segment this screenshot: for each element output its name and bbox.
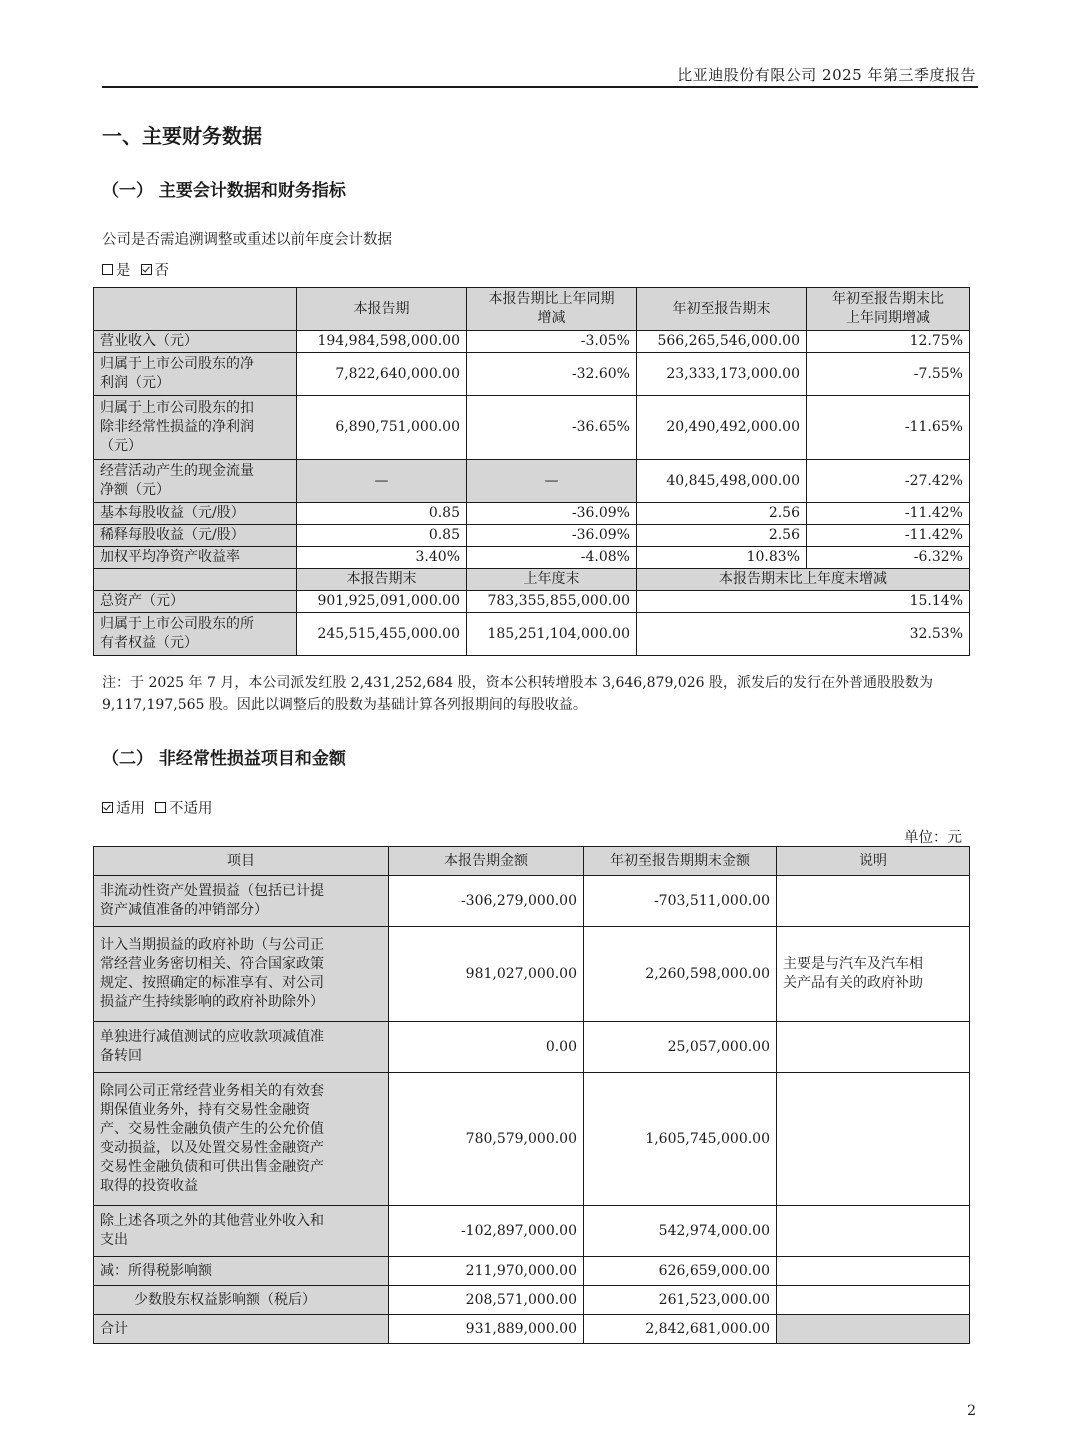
- applicability-options: [102, 797, 223, 818]
- table-cell: 783,355,855,000.00: [467, 591, 637, 613]
- table-cell: 208,571,000.00: [389, 1286, 584, 1315]
- table-cell: 6,890,751,000.00: [297, 396, 467, 460]
- share-adjustment-note: 注：于 2025 年 7 月，本公司派发红股 2,431,252,684 股，资本公积转增股本 3,646,879,026 股，派发后的发行在外普通股股数为 9,117,197,565 股。因此以调整后的股数为基础计算各列报期间的每股收益。: [102, 675, 933, 713]
- section-title: 一、主要财务数据: [102, 124, 262, 148]
- table-cell: -11.42%: [807, 503, 970, 525]
- table-cell: 194,984,598,000.00: [297, 331, 467, 353]
- checkbox-unchecked-icon: [102, 264, 113, 275]
- row-label: 计入当期损益的政府补助（与公司正 常经营业务密切相关、符合国家政策 规定、按照确定的标准享有、对公司 损益产生持续影响的政府补助除外）: [94, 927, 389, 1022]
- checkbox-unchecked-icon: [155, 802, 166, 813]
- table-cell: 0.85: [297, 525, 467, 547]
- row-label: 总资产（元）: [94, 591, 297, 613]
- column-header: 本报告期末: [297, 569, 467, 591]
- column-header: 项目: [94, 847, 389, 876]
- table-cell: 3.40%: [297, 547, 467, 569]
- table-cell: -36.09%: [467, 525, 637, 547]
- table-cell: 23,333,173,000.00: [637, 353, 807, 396]
- unit-label: 单位：元: [904, 830, 962, 846]
- table-cell: [777, 1257, 970, 1286]
- table-row: [94, 1315, 970, 1344]
- table-cell: 0.00: [389, 1022, 584, 1073]
- option-no[interactable]: 否: [141, 259, 170, 280]
- row-label: 营业收入（元）: [94, 331, 297, 353]
- subsection-title-1: （一） 主要会计数据和财务指标: [102, 181, 346, 201]
- row-label: 合计: [94, 1315, 389, 1344]
- table-cell: 2,260,598,000.00: [584, 927, 777, 1022]
- row-label: 减：所得税影响额: [94, 1257, 389, 1286]
- table-row: [94, 503, 970, 525]
- table-cell: -32.60%: [467, 353, 637, 396]
- option-not-applicable[interactable]: 不适用: [155, 797, 213, 818]
- table-cell: 2.56: [637, 503, 807, 525]
- non-recurring-items-table: [93, 846, 970, 1344]
- header-divider: [102, 86, 978, 88]
- column-header: [94, 288, 297, 331]
- checkbox-checked-icon: [102, 802, 113, 813]
- table-cell: -102,897,000.00: [389, 1206, 584, 1257]
- row-label: 少数股东权益影响额（税后）: [94, 1286, 389, 1315]
- table-cell: 32.53%: [637, 613, 970, 656]
- table-cell: —: [467, 460, 637, 503]
- table-cell: [777, 1022, 970, 1073]
- row-label: 归属于上市公司股东的所 有者权益（元）: [94, 613, 297, 656]
- option-yes[interactable]: 是: [102, 259, 131, 280]
- table-cell: -4.08%: [467, 547, 637, 569]
- table-cell: 20,490,492,000.00: [637, 396, 807, 460]
- column-header: 年初至报告期期末金额: [584, 847, 777, 876]
- table-cell: [777, 876, 970, 927]
- table-cell: [94, 569, 297, 591]
- row-label: 稀释每股收益（元/股）: [94, 525, 297, 547]
- column-header: 本报告期末比上年度末增减: [637, 569, 970, 591]
- restatement-options: [102, 259, 179, 280]
- report-header: 比亚迪股份有限公司 2025 年第三季度报告: [677, 66, 976, 84]
- table-cell: 40,845,498,000.00: [637, 460, 807, 503]
- table-cell: 0.85: [297, 503, 467, 525]
- row-label: 基本每股收益（元/股）: [94, 503, 297, 525]
- table-cell: 780,579,000.00: [389, 1073, 584, 1206]
- table-cell: 245,515,455,000.00: [297, 613, 467, 656]
- table-cell: 12.75%: [807, 331, 970, 353]
- table-row: [94, 1257, 970, 1286]
- restatement-question: 公司是否需追溯调整或重述以前年度会计数据: [102, 232, 392, 248]
- table-cell: 10.83%: [637, 547, 807, 569]
- table-cell: 7,822,640,000.00: [297, 353, 467, 396]
- table-cell: -306,279,000.00: [389, 876, 584, 927]
- column-header: 说明: [777, 847, 970, 876]
- table-cell: 主要是与汽车及汽车相 关产品有关的政府补助: [777, 927, 970, 1022]
- table-cell: -703,511,000.00: [584, 876, 777, 927]
- table-header-row: [94, 847, 970, 876]
- column-header: 本报告期比上年同期 增减: [467, 288, 637, 331]
- table-row: [94, 1022, 970, 1073]
- row-label: 非流动性资产处置损益（包括已计提 资产减值准备的冲销部分）: [94, 876, 389, 927]
- table-cell: [777, 1206, 970, 1257]
- table-cell: —: [297, 460, 467, 503]
- table-row: [94, 547, 970, 569]
- table-row: [94, 353, 970, 396]
- subsection-title-2: （二） 非经常性损益项目和金额: [102, 749, 346, 769]
- table-cell: 2,842,681,000.00: [584, 1315, 777, 1344]
- row-label: 归属于上市公司股东的扣 除非经常性损益的净利润 （元）: [94, 396, 297, 460]
- table-cell: -36.09%: [467, 503, 637, 525]
- table-header-row: [94, 288, 970, 331]
- table-header-row: [94, 569, 970, 591]
- row-label: 归属于上市公司股东的净 利润（元）: [94, 353, 297, 396]
- row-label: 除同公司正常经营业务相关的有效套 期保值业务外，持有交易性金融资 产、交易性金融负债产生的公允价值 变动损益，以及处置交易性金融资产 交易性金融负债和可供出售金融资产 取得的投资收益: [94, 1073, 389, 1206]
- table-row: [94, 1206, 970, 1257]
- page-number: 2: [967, 1403, 976, 1419]
- table-cell: 981,027,000.00: [389, 927, 584, 1022]
- table-cell: -6.32%: [807, 547, 970, 569]
- table-cell: -11.65%: [807, 396, 970, 460]
- table-cell: 542,974,000.00: [584, 1206, 777, 1257]
- column-header: 本报告期金额: [389, 847, 584, 876]
- row-label: 加权平均净资产收益率: [94, 547, 297, 569]
- table-cell: 25,057,000.00: [584, 1022, 777, 1073]
- table-row: [94, 1073, 970, 1206]
- table-row: [94, 613, 970, 656]
- financial-indicators-table: [93, 287, 970, 656]
- column-header: 上年度末: [467, 569, 637, 591]
- table-cell: 931,889,000.00: [389, 1315, 584, 1344]
- table-row: [94, 876, 970, 927]
- table-cell: [777, 1073, 970, 1206]
- option-applicable[interactable]: 适用: [102, 797, 145, 818]
- table-row: [94, 1286, 970, 1315]
- table-cell: 185,251,104,000.00: [467, 613, 637, 656]
- table-cell: -11.42%: [807, 525, 970, 547]
- table-cell: 1,605,745,000.00: [584, 1073, 777, 1206]
- column-header: 本报告期: [297, 288, 467, 331]
- table-cell: 211,970,000.00: [389, 1257, 584, 1286]
- column-header: 年初至报告期末比 上年同期增减: [807, 288, 970, 331]
- table-row: [94, 927, 970, 1022]
- table-row: [94, 591, 970, 613]
- row-label: 除上述各项之外的其他营业外收入和 支出: [94, 1206, 389, 1257]
- table-row: [94, 525, 970, 547]
- row-label: 经营活动产生的现金流量 净额（元）: [94, 460, 297, 503]
- table-cell: [777, 1315, 970, 1344]
- table-row: [94, 460, 970, 503]
- table-cell: -3.05%: [467, 331, 637, 353]
- table-cell: 566,265,546,000.00: [637, 331, 807, 353]
- checkbox-checked-icon: [141, 264, 152, 275]
- table-cell: 15.14%: [637, 591, 970, 613]
- table-cell: -36.65%: [467, 396, 637, 460]
- table-cell: -27.42%: [807, 460, 970, 503]
- table-cell: 2.56: [637, 525, 807, 547]
- table-cell: [777, 1286, 970, 1315]
- table-cell: -7.55%: [807, 353, 970, 396]
- table-cell: 901,925,091,000.00: [297, 591, 467, 613]
- table-cell: 626,659,000.00: [584, 1257, 777, 1286]
- table-cell: 261,523,000.00: [584, 1286, 777, 1315]
- table-row: [94, 331, 970, 353]
- table-row: [94, 396, 970, 460]
- row-label: 单独进行减值测试的应收款项减值准 备转回: [94, 1022, 389, 1073]
- column-header: 年初至报告期末: [637, 288, 807, 331]
